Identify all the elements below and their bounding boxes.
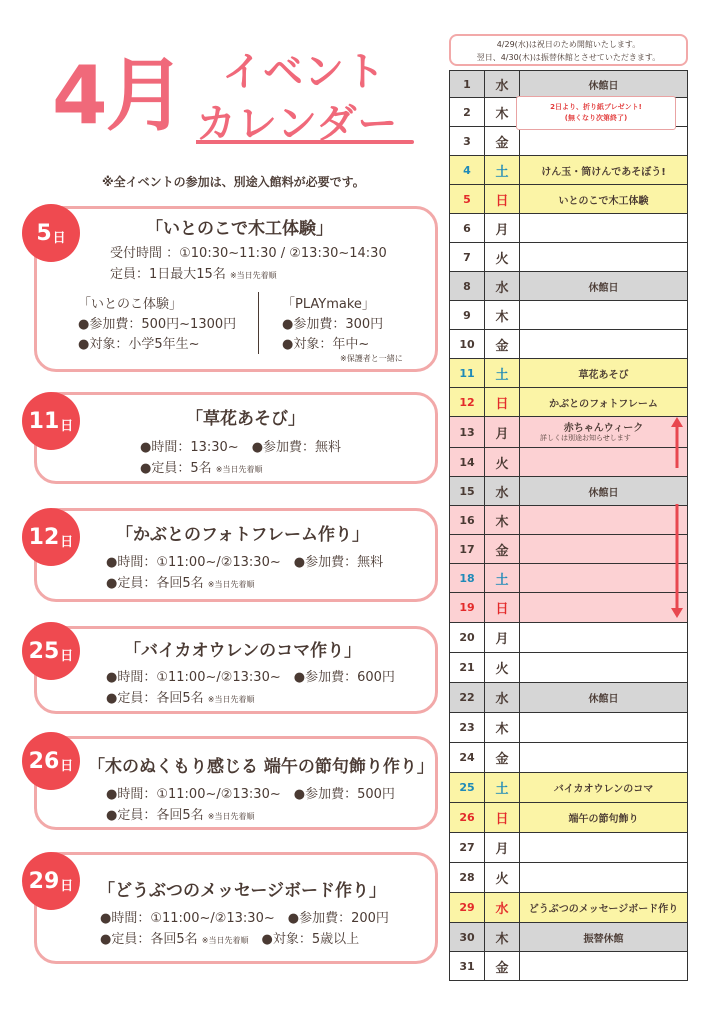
calendar-event: 振替休館 xyxy=(520,923,688,952)
calendar-weekday: 月 xyxy=(485,417,520,448)
calendar-day-number: 6 xyxy=(450,214,485,243)
calendar-event xyxy=(520,214,688,243)
calendar-event: バイカオウレンのコマ xyxy=(520,773,688,803)
calendar-weekday: 日 xyxy=(485,803,520,833)
calendar-weekday: 金 xyxy=(485,952,520,981)
present-line: 2日より、折り紙プレゼント! xyxy=(550,103,642,111)
calendar-day-number: 16 xyxy=(450,506,485,535)
calendar-weekday: 火 xyxy=(485,863,520,893)
calendar-event xyxy=(520,127,688,156)
calendar-day-number: 5 xyxy=(450,185,485,214)
origami-present-note xyxy=(516,96,676,130)
calendar-day-number: 13 xyxy=(450,417,485,448)
calendar-row-12 xyxy=(450,388,688,417)
playmake-target: ●対象：年中~ xyxy=(282,337,370,352)
calendar-event xyxy=(520,330,688,359)
calendar-row-26 xyxy=(450,803,688,833)
title-underline xyxy=(196,138,416,146)
calendar-day-number: 9 xyxy=(450,301,485,330)
baby-week-sub: 詳しくは別途お知らせします xyxy=(540,434,631,442)
calendar-weekday: 火 xyxy=(485,448,520,477)
calendar-day-number: 19 xyxy=(450,593,485,623)
calendar-event xyxy=(520,301,688,330)
date-badge-26: 26 日 xyxy=(22,732,80,790)
event-time-fee: ●時間：①11:00~/②13:30~ ●参加費：無料 xyxy=(106,555,384,570)
calendar-day-number: 26 xyxy=(450,803,485,833)
calendar-event: どうぶつのメッセージボード作り xyxy=(520,893,688,923)
calendar-day-number: 8 xyxy=(450,272,485,301)
calendar-row-7 xyxy=(450,243,688,272)
calendar-day-number: 30 xyxy=(450,923,485,952)
event-capacity: ●定員：各回5名 ※当日先着順 xyxy=(106,808,255,823)
calendar-row-31 xyxy=(450,952,688,981)
calendar-event: 休館日 xyxy=(520,683,688,713)
calendar-row-23 xyxy=(450,713,688,743)
calendar-weekday: 土 xyxy=(485,359,520,388)
calendar-row-9 xyxy=(450,301,688,330)
event-title: 「バイカオウレンのコマ作り」 xyxy=(124,641,362,661)
calendar-event xyxy=(520,952,688,981)
calendar-day-number: 31 xyxy=(450,952,485,981)
calendar-weekday: 土 xyxy=(485,773,520,803)
calendar-day-number: 2 xyxy=(450,98,485,127)
calendar-event: 休館日 xyxy=(520,71,688,98)
event-reception-time: 受付時間 ：①10:30~11:30 / ②13:30~14:30 xyxy=(110,246,387,261)
calendar-weekday: 日 xyxy=(485,593,520,623)
calendar-event xyxy=(520,713,688,743)
notice-line: 4/29(水)は祝日のため開館いたします。 xyxy=(496,40,641,49)
calendar-event xyxy=(520,623,688,653)
calendar-day-number: 22 xyxy=(450,683,485,713)
calendar-day-number: 17 xyxy=(450,535,485,564)
card-divider xyxy=(258,292,259,354)
calendar-row-19 xyxy=(450,593,688,623)
itonoko-head: 「いとのこ体験」 xyxy=(78,297,183,312)
calendar-weekday: 日 xyxy=(485,185,520,214)
calendar-row-30 xyxy=(450,923,688,952)
event-title: 「かぶとのフォトフレーム作り」 xyxy=(116,525,369,545)
fee-note: ※全イベントの参加は、別途入館料が必要です。 xyxy=(102,175,365,189)
calendar-row-24 xyxy=(450,743,688,773)
event-capacity: ●定員：各回5名 ※当日先着順 xyxy=(106,691,255,706)
calendar-event xyxy=(520,564,688,593)
title-calendar: カレンダー xyxy=(196,101,399,147)
calendar-event xyxy=(520,506,688,535)
calendar-day-number: 1 xyxy=(450,71,485,98)
calendar-weekday: 木 xyxy=(485,506,520,535)
calendar-weekday: 月 xyxy=(485,214,520,243)
calendar-day-number: 4 xyxy=(450,156,485,185)
calendar-weekday: 水 xyxy=(485,893,520,923)
guardian-note: ※保護者と一緒に xyxy=(340,354,403,363)
calendar-row-15 xyxy=(450,477,688,506)
calendar-weekday: 水 xyxy=(485,683,520,713)
calendar-event: かぶとのフォトフレーム xyxy=(520,388,688,417)
calendar-event xyxy=(520,448,688,477)
event-capacity: 定員：1日最大15名 ※当日先着順 xyxy=(110,267,277,282)
title-month: 4月 xyxy=(52,49,184,142)
calendar-day-number: 24 xyxy=(450,743,485,773)
calendar-row-11 xyxy=(450,359,688,388)
range-arrow-up xyxy=(668,416,686,472)
calendar-row-3 xyxy=(450,127,688,156)
calendar-day-number: 15 xyxy=(450,477,485,506)
calendar-row-21 xyxy=(450,653,688,683)
calendar-weekday: 金 xyxy=(485,535,520,564)
event-capacity: ●定員：5名 ※当日先着順 xyxy=(140,461,263,476)
event-title: 「木のぬくもり感じる 端午の節句飾り作り」 xyxy=(88,757,434,777)
calendar-event: けん玉・筒けんであそぼう! xyxy=(520,156,688,185)
playmake-head: 「PLAYmake」 xyxy=(282,297,375,312)
calendar-day-number: 10 xyxy=(450,330,485,359)
calendar-weekday: 木 xyxy=(485,98,520,127)
calendar-row-5 xyxy=(450,185,688,214)
calendar-day-number: 12 xyxy=(450,388,485,417)
calendar-event xyxy=(520,535,688,564)
event-capacity: ●定員：各回5名 ※当日先着順 xyxy=(106,576,255,591)
calendar-event: 休館日 xyxy=(520,272,688,301)
calendar-day-number: 27 xyxy=(450,833,485,863)
event-capacity: ●定員：各回5名 ※当日先着順 ●対象：5歳以上 xyxy=(100,932,360,947)
calendar-day-number: 3 xyxy=(450,127,485,156)
calendar-event: 端午の節句飾り xyxy=(520,803,688,833)
calendar-day-number: 14 xyxy=(450,448,485,477)
calendar-row-29 xyxy=(450,893,688,923)
calendar-weekday: 木 xyxy=(485,301,520,330)
calendar-weekday: 土 xyxy=(485,564,520,593)
calendar-row-4 xyxy=(450,156,688,185)
calendar-day-number: 21 xyxy=(450,653,485,683)
date-badge-11: 11 日 xyxy=(22,392,80,450)
calendar-event xyxy=(520,653,688,683)
calendar-row-14 xyxy=(450,448,688,477)
playmake-fee: ●参加費：300円 xyxy=(282,317,384,332)
calendar-weekday: 土 xyxy=(485,156,520,185)
calendar-event xyxy=(520,833,688,863)
calendar-row-6 xyxy=(450,214,688,243)
calendar-weekday: 水 xyxy=(485,477,520,506)
date-badge-25: 25 日 xyxy=(22,622,80,680)
event-time-fee: ●時間：①11:00~/②13:30~ ●参加費：200円 xyxy=(100,911,389,926)
calendar-event: 休館日 xyxy=(520,477,688,506)
calendar-weekday: 月 xyxy=(485,833,520,863)
calendar-row-10 xyxy=(450,330,688,359)
calendar-row-8 xyxy=(450,272,688,301)
calendar-row-20 xyxy=(450,623,688,653)
calendar-day-number: 29 xyxy=(450,893,485,923)
date-badge-12: 12 日 xyxy=(22,508,80,566)
calendar-row-18 xyxy=(450,564,688,593)
calendar-event xyxy=(520,863,688,893)
calendar-weekday: 月 xyxy=(485,623,520,653)
calendar-day-number: 25 xyxy=(450,773,485,803)
calendar-row-17 xyxy=(450,535,688,564)
itonoko-fee: ●参加費：500円~1300円 xyxy=(78,317,237,332)
calendar-row-1 xyxy=(450,71,688,98)
calendar-weekday: 水 xyxy=(485,71,520,98)
date-badge-5: 5 日 xyxy=(22,204,80,262)
calendar-day-number: 23 xyxy=(450,713,485,743)
event-time-fee: ●時間：13:30~ ●参加費：無料 xyxy=(140,440,342,455)
calendar-weekday: 木 xyxy=(485,713,520,743)
calendar-weekday: 水 xyxy=(485,272,520,301)
calendar-row-28 xyxy=(450,863,688,893)
calendar-weekday: 金 xyxy=(485,127,520,156)
calendar-day-number: 20 xyxy=(450,623,485,653)
event-time-fee: ●時間：①11:00~/②13:30~ ●参加費：500円 xyxy=(106,787,395,802)
date-badge-29: 29 日 xyxy=(22,852,80,910)
notice-line: 翌日、4/30(木)は振替休館とさせていただきます。 xyxy=(476,53,661,62)
calendar-row-27 xyxy=(450,833,688,863)
calendar-notice xyxy=(449,34,688,66)
title-event: イベント xyxy=(222,49,386,95)
calendar-weekday: 木 xyxy=(485,923,520,952)
calendar-event xyxy=(520,243,688,272)
calendar-day-number: 7 xyxy=(450,243,485,272)
present-line: (無くなり次第終了) xyxy=(564,114,628,122)
event-title: 「草花あそび」 xyxy=(186,409,305,429)
calendar-weekday: 金 xyxy=(485,330,520,359)
event-title: 「いとのこで木工体験」 xyxy=(146,219,333,239)
calendar-weekday: 金 xyxy=(485,743,520,773)
calendar-weekday: 火 xyxy=(485,653,520,683)
itonoko-target: ●対象：小学5年生~ xyxy=(78,337,200,352)
calendar-event: 草花あそび xyxy=(520,359,688,388)
calendar-day-number: 28 xyxy=(450,863,485,893)
calendar-event xyxy=(520,593,688,623)
calendar-day-number: 18 xyxy=(450,564,485,593)
calendar-event: いとのこで木工体験 xyxy=(520,185,688,214)
calendar-event xyxy=(520,743,688,773)
calendar-table xyxy=(449,70,688,981)
calendar-event: 赤ちゃんウィーク xyxy=(520,417,688,448)
calendar-day-number: 11 xyxy=(450,359,485,388)
calendar-row-25 xyxy=(450,773,688,803)
event-title: 「どうぶつのメッセージボード作り」 xyxy=(98,881,386,901)
calendar-weekday: 日 xyxy=(485,388,520,417)
range-arrow-down xyxy=(668,502,686,620)
calendar-row-22 xyxy=(450,683,688,713)
calendar-weekday: 火 xyxy=(485,243,520,272)
calendar-row-16 xyxy=(450,506,688,535)
event-time-fee: ●時間：①11:00~/②13:30~ ●参加費：600円 xyxy=(106,670,395,685)
